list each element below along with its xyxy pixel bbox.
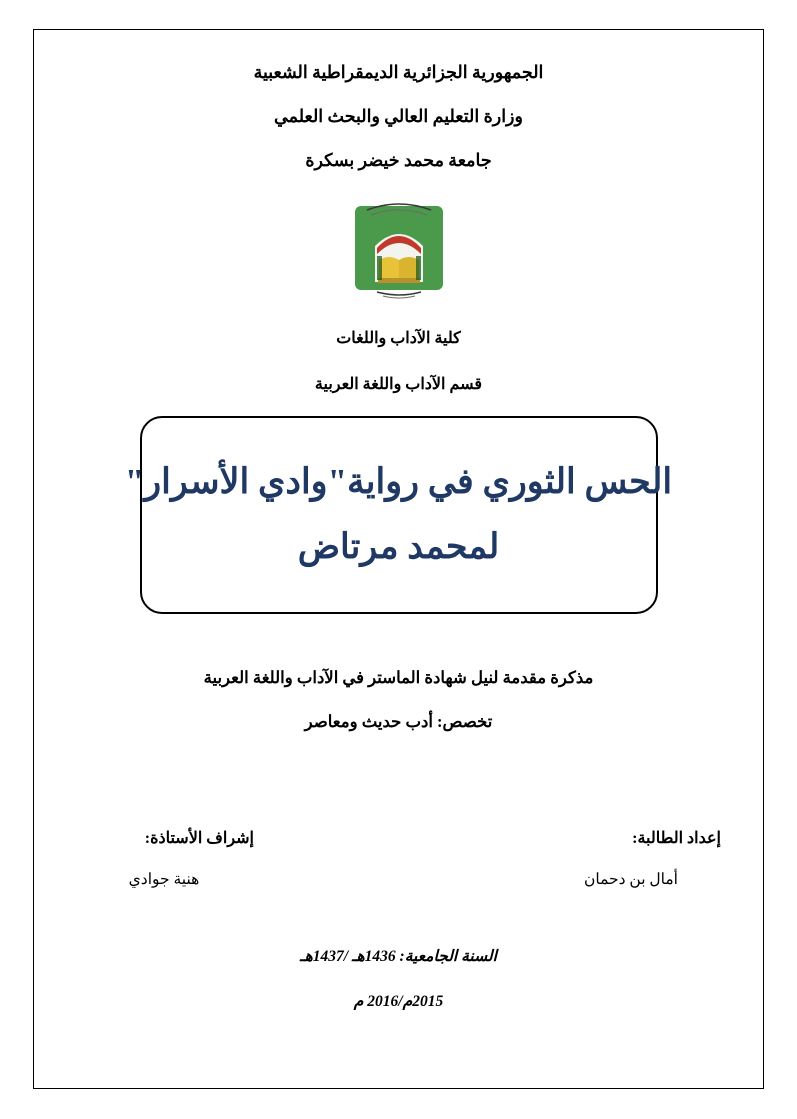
supervisor-role-label: إشراف الأستاذة: (144, 830, 254, 847)
student-role-label: إعداد الطالبة: (632, 830, 721, 847)
ministry-line: وزارة التعليم العالي والبحث العلمي (274, 106, 523, 126)
faculty-line: كلية الآداب واللغات (336, 330, 461, 347)
university-line: جامعة محمد خيضر بسكرة (305, 150, 492, 170)
supervisor-block (74, 828, 254, 889)
student-name: أمال بن دحمان (583, 871, 678, 888)
thesis-title-sub: لمحمد مرتاض (297, 527, 500, 566)
student-block (541, 828, 721, 889)
cover-content (60, 50, 737, 1011)
university-emblem-icon (337, 194, 461, 302)
degree-info (60, 668, 737, 732)
degree-statement: مذكرة مقدمة لنيل شهادة الماستر في الآداب واللغة العربية (203, 668, 594, 687)
supervisor-name: هنية جوادي (128, 871, 200, 888)
academic-year-hijri: السنة الجامعية: 1436هـ /1437هـ (300, 948, 497, 965)
thesis-title-main: الحس الثوري في رواية"وادي الأسرار" (124, 461, 673, 501)
thesis-title-box (124, 416, 673, 614)
specialization-line: تخصص: أدب حديث ومعاصر (304, 712, 493, 731)
authorship-block (60, 828, 737, 889)
academic-year-gregorian: 2015م/2016 م (353, 993, 444, 1010)
republic-line: الجمهورية الجزائرية الديمقراطية الشعبية (253, 62, 544, 82)
department-line: قسم الآداب واللغة العربية (314, 376, 483, 393)
academic-year-block (60, 947, 737, 1011)
